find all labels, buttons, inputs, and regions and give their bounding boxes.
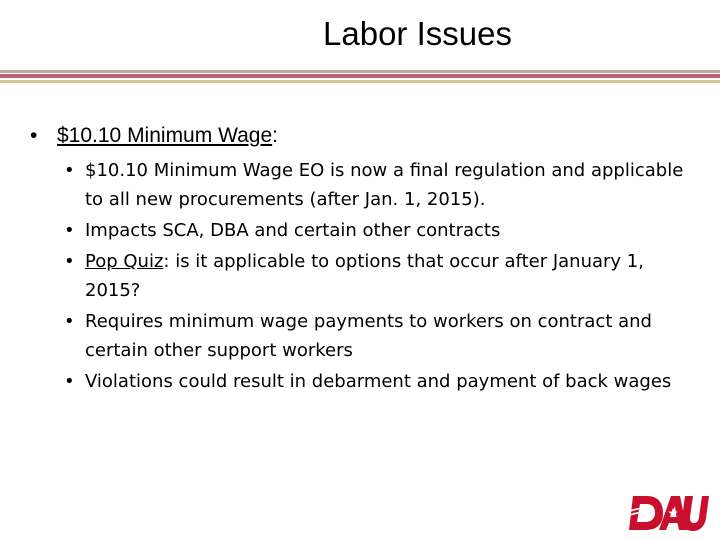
sub-bullet-text: Impacts SCA, DBA and certain other contracts — [85, 220, 501, 241]
sub-bullet-list — [30, 156, 700, 396]
dau-logo-icon — [625, 492, 709, 534]
sub-bullet-item — [30, 216, 685, 245]
bullet-marker: • — [64, 311, 75, 332]
bullet-marker: • — [30, 124, 38, 147]
main-bullet-suffix: : — [272, 124, 278, 147]
title-divider-middle — [0, 74, 720, 78]
sub-bullet-text: Requires minimum wage payments to workers on contract and certain other support workers — [85, 311, 652, 361]
title-divider-top — [0, 70, 720, 73]
title-divider-bottom — [0, 80, 720, 83]
pop-quiz-label: Pop Quiz — [85, 251, 164, 272]
main-bullet-label: $10.10 Minimum Wage — [57, 124, 273, 147]
sub-bullet-text: Violations could result in debarment and payment of back wages — [85, 371, 672, 392]
sub-bullet-text: : is it applicable to options that occur after January 1, 2015? — [85, 251, 644, 301]
bullet-marker: • — [64, 160, 75, 181]
bullet-marker: • — [64, 220, 75, 241]
slide-content — [30, 122, 700, 398]
sub-bullet-item — [30, 367, 685, 396]
bullet-marker: • — [64, 251, 75, 272]
sub-bullet-text: $10.10 Minimum Wage EO is now a final regulation and applicable to all new procurements (after Jan. 1, 2015). — [85, 160, 684, 210]
sub-bullet-item — [30, 247, 685, 305]
sub-bullet-item — [30, 307, 685, 365]
slide-title: Labor Issues — [323, 15, 512, 52]
main-bullet — [30, 122, 700, 150]
sub-bullet-item — [30, 156, 685, 214]
bullet-marker: • — [64, 371, 75, 392]
